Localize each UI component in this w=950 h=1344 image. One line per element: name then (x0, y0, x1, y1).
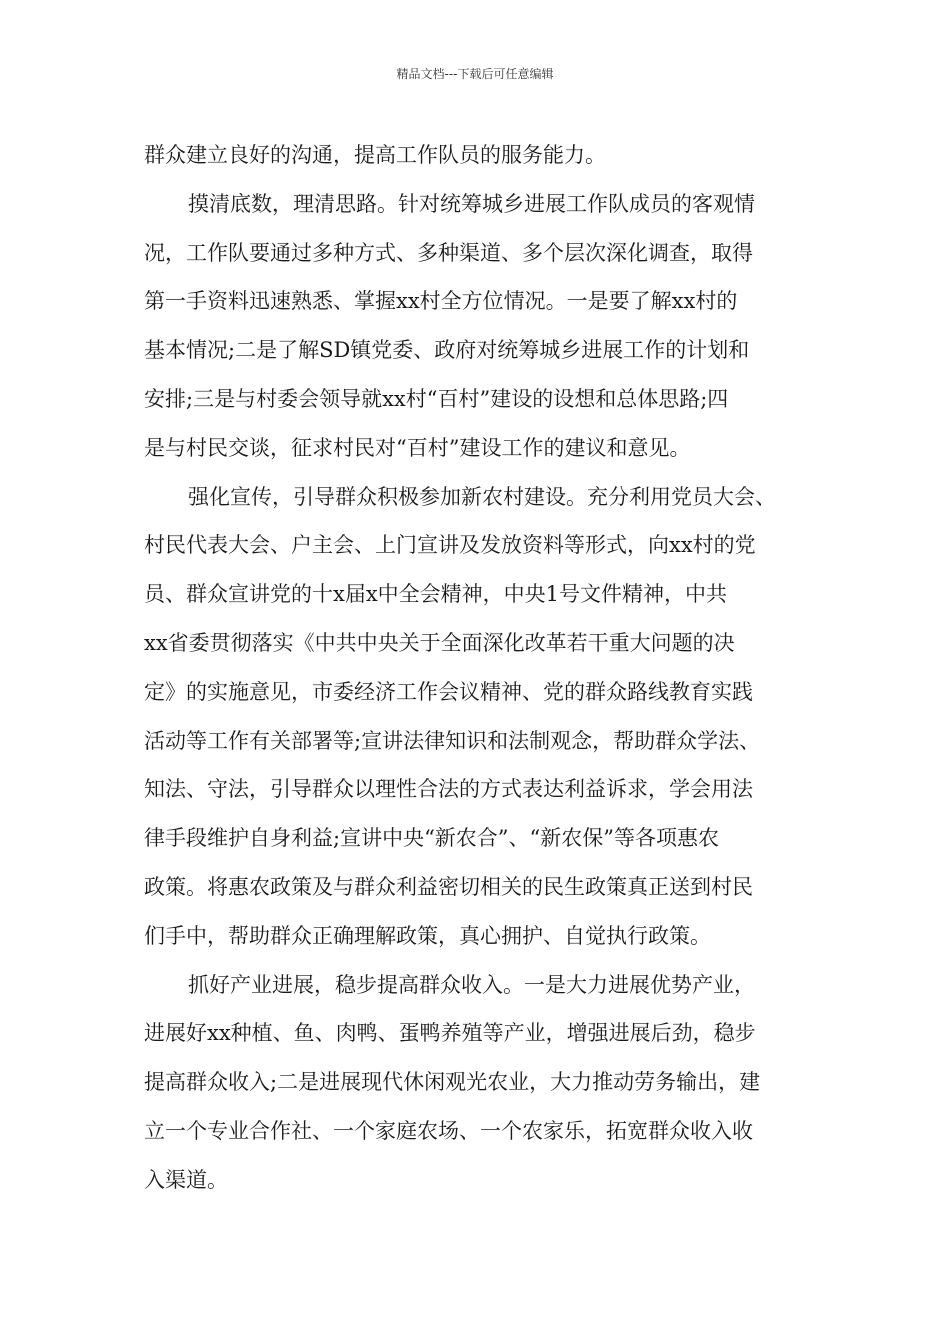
text-line: 提高群众收入;二是进展现代休闲观光农业，大力推动劳务输出，建 (144, 1070, 761, 1095)
text-line: 安排;三是与村委会领导就xx村“百村”建设的设想和总体思路;四 (144, 386, 729, 411)
text-line: 知法、守法，引导群众以理性合法的方式表达利益诉求，学会用法 (144, 777, 753, 802)
text-line: 进展好xx种植、鱼、肉鸭、蛋鸭养殖等产业，增强进展后劲，稳步 (144, 1021, 756, 1046)
text-line: 基本情况;二是了解SD镇党委、政府对统筹城乡进展工作的计划和 (144, 338, 750, 363)
text-line: 活动等工作有关部署等;宣讲法律知识和法制观念，帮助群众学法、 (144, 728, 761, 753)
paragraph (144, 131, 824, 180)
text-line: 员、群众宣讲党的十x届x中全会精神，中央1号文件精神，中共 (144, 582, 728, 607)
paragraph (144, 961, 824, 1205)
text-line: 定》的实施意见，市委经济工作会议精神、党的群众路线教育实践 (144, 679, 753, 704)
text-line: 况，工作队要通过多种方式、多种渠道、多个层次深化调查，取得 (144, 240, 753, 265)
text-line: 立一个专业合作社、一个家庭农场、一个农家乐，拓宽群众收入收 (144, 1118, 753, 1143)
text-line: 是与村民交谈，征求村民对“百村”建设工作的建议和意见。 (144, 435, 691, 460)
text-line: 摸清底数，理清思路。针对统筹城乡进展工作队成员的客观情 (188, 191, 755, 216)
paragraph (144, 473, 824, 961)
text-line: 强化宣传，引导群众积极参加新农村建设。充分利用党员大会、 (188, 484, 776, 509)
text-line: 村民代表大会、户主会、上门宣讲及发放资料等形式，向xx村的党 (144, 533, 756, 558)
text-line: 第一手资料迅速熟悉、掌握xx村全方位情况。一是要了解xx村的 (144, 289, 738, 314)
page-header: 精品文档---下载后可任意编辑 (396, 67, 554, 81)
document-body (144, 131, 824, 1205)
text-line: 入渠道。 (144, 1167, 228, 1192)
text-line: 律手段维护自身利益;宣讲中央“新农合”、“新农保”等各项惠农 (144, 826, 720, 851)
text-line: 政策。将惠农政策及与群众利益密切相关的民生政策真正送到村民 (144, 874, 753, 899)
text-line: 群众建立良好的沟通，提高工作队员的服务能力。 (144, 143, 606, 167)
text-line: 们手中，帮助群众正确理解政策，真心拥护、自觉执行政策。 (144, 923, 711, 948)
text-line: 抓好产业进展，稳步提高群众收入。一是大力进展优势产业， (188, 972, 755, 997)
text-line: xx省委贯彻落实《中共中央关于全面深化改革若干重大问题的决 (144, 630, 735, 655)
paragraph (144, 180, 824, 473)
